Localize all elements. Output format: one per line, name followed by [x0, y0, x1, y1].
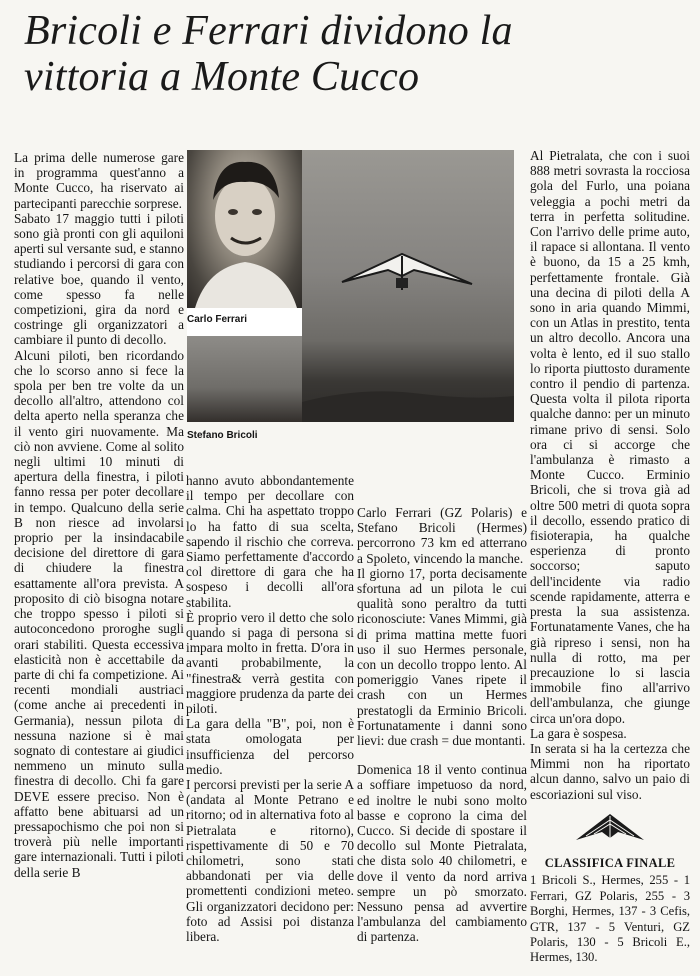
paragraph: Il giorno 17, porta decisamente sfortuna ad un pilota le cui qualità sono peraltro da tutti riconosciute: Vanes Mimmi, già di prima mattina mette fuori uso il suo Hermes personale, con un decollo troppo lento. Al pomeriggio Vanes ripete il crash con un Hermes prestatogli da Erminio Bricoli. Fortunatamente i danni sono lievi: due crash = due montanti.: [357, 565, 527, 749]
paragraph: Al Pietralata, che con i suoi 888 metri sovrasta la rocciosa gola del Furlo, una poiana veleggia a pochi metri da terra in perfetta solitudine. Con l'arrivo delle prime auto, il rapace si allontana. Il vento è buono, da 15 a 25 kmh, perfettamente frontale. Già una decina di piloti della A sono in aria quando Mimmi, con un Atlas in prestito, tenta un altro decollo. Ancora una volta è lento, ed il suo stallo lo riporta piuttosto duramente contro il pendio di partenza. Questa volta il pilota riporta qualche danno: per un minuto rimane privo di sensi. Solo ora ci si accorge che l'ambulanza è rimasto a Monte Cucco. Erminio Bricoli, che si trova già ad oltre 500 metri di quota sopra il decollo, essendo pratico di fisioterapia, ha qualche esperienza di pronto soccorso; saputo dell'incidente via radio scende rapidamente, atterra e presta la sua assistenza. Fortunatamente Vanes, che ha già ripreso i sensi, non ha nulla di rotto, ma per precauzione lo si lascia immobile fino all'arrivo dell'ambulanza, che giunge circa un'ora dopo.: [530, 148, 690, 726]
paragraph: La gara della "B", poi, non è stata omologata per insufficienza del percorso medio.: [186, 716, 354, 777]
paragraph: La gara è sospesa.: [530, 725, 627, 741]
headline: [24, 8, 684, 100]
paragraph: Carlo Ferrari (GZ Polaris) e Stefano Bricoli (Hermes) percorrono 73 km ed atterrano a Spoleto, vincendo la manche.: [357, 505, 527, 566]
article-column-2: [186, 473, 354, 944]
landscape-photo-strip: [187, 336, 302, 422]
paragraph: La prima delle numerose gare in programma quest'anno a Monte Cucco, ha riservato ai partecipanti parecchie sorprese.: [14, 150, 184, 211]
hang-glider-logo-icon: [574, 810, 646, 849]
paragraph: I percorsi previsti per la serie A (andata al Monte Petrano e ritorno; od in alternativa foto al Pietralata e ritorno), rispettivamente di 50 e 70 chilometri, sono stati abbandonati per via delle promettenti condizioni meteo. Gli organizzatori decidono per: foto ad Assisi poi distanza libera.: [186, 777, 354, 945]
paragraph: Domenica 18 il vento continua a soffiare impetuoso da nord, ed inoltre le nubi sono molto basse e coprono la cima del Cucco. Si decide di spostare il decollo sul Monte Pietralata, che dista solo 40 chilometri, e dove il vento da nord arriva sempre un pò smorzato. Nessuno pensa ad avvertire l'ambulanza del cambiamento di partenza.: [357, 762, 527, 945]
portrait-image: [187, 150, 302, 308]
article-column-3: [357, 505, 527, 945]
final-ranking: [530, 856, 690, 966]
headline-line-2: vittoria a Monte Cucco: [24, 54, 420, 100]
paragraph: hanno avuto abbondantemente il tempo per decollare con calma. Chi ha aspettato troppo lo ha fatto di sua scelta, sapendo il rischio che correva. Siamo perfettamente d'accordo col direttore di gara che ha sospeso i decolli all'ora stabilita.: [186, 473, 354, 610]
headline-line-1: Bricoli e Ferrari dividono la: [24, 8, 513, 54]
ranking-text: 1 Bricoli S., Hermes, 255 - 1 Ferrari, GZ Polaris, 255 - 3 Borghi, Hermes, 137 - 3 Cefis, GTR, 137 - 5 Venturi, GZ Polaris, 130 - 5 Bricoli E., Hermes, 130.: [530, 873, 690, 965]
hang-glider-photo: [302, 150, 514, 422]
ferrari-portrait-photo: [187, 150, 302, 336]
paragraph: In serata si ha la certezza che Mimmi non ha riportato alcun danno, salvo un paio di escoriazioni sul viso.: [530, 740, 690, 802]
paragraph: Alcuni piloti, ben ricordando che lo scorso anno si fece la spola per ben tre volte da un decollo all'altro, attendono col delta aperto nella speranza che il vento giri nuovamente. Ma ciò non avviene. Come al solito negli ultimi 10 minuti di apertura della finestra, i piloti fanno ressa per poter decollare in tempo. Qualcuno della serie B non riesce ad involarsi proprio per la insindacabile decisione del direttore di gara di chiudere la finestra esattamente all'ora prevista. A proposito di ciò bisogna notare che troppo spesso i piloti si autoconcedono proroghe sugli orari stabiliti. Questa eccessiva elasticità non è accettabile da parte di chi fa competizione. Ai recenti mondiali austriaci (come anche ai precedenti in Germania), nessun pilota di nessuna nazione si è mai sognato di contestare ai giudici nemmeno un minuto sulla finestra di decollo. Chi fa gare DEVE essere preciso. Non è affatto bene abituarsi ad un pressapochismo che poi non si troverà più nelle importanti gare internazionali. Tutti i piloti della serie B: [14, 347, 184, 880]
ranking-title: CLASSIFICA FINALE: [544, 856, 676, 870]
paragraph: Sabato 17 maggio tutti i piloti sono già pronti con gli aquiloni aperti sul versante sud, e stanno studiando i percorsi di gara con relative boe, quando il vento, come spesso fa nelle competizioni, gira da nord e costringe gli organizzatori a cambiare il punto di decollo.: [14, 210, 184, 348]
article-column-1: [14, 150, 184, 880]
paragraph: È proprio vero il detto che solo quando si paga di persona si impara molto in fretta. D'ora in avanti probabilmente, la "finestra& verrà gestita con maggiore prudenza da parte dei piloti.: [186, 609, 354, 717]
article-column-4: [530, 148, 690, 802]
photo-caption: Carlo Ferrari: [187, 314, 248, 325]
photo-caption: Stefano Bricoli: [187, 430, 258, 441]
